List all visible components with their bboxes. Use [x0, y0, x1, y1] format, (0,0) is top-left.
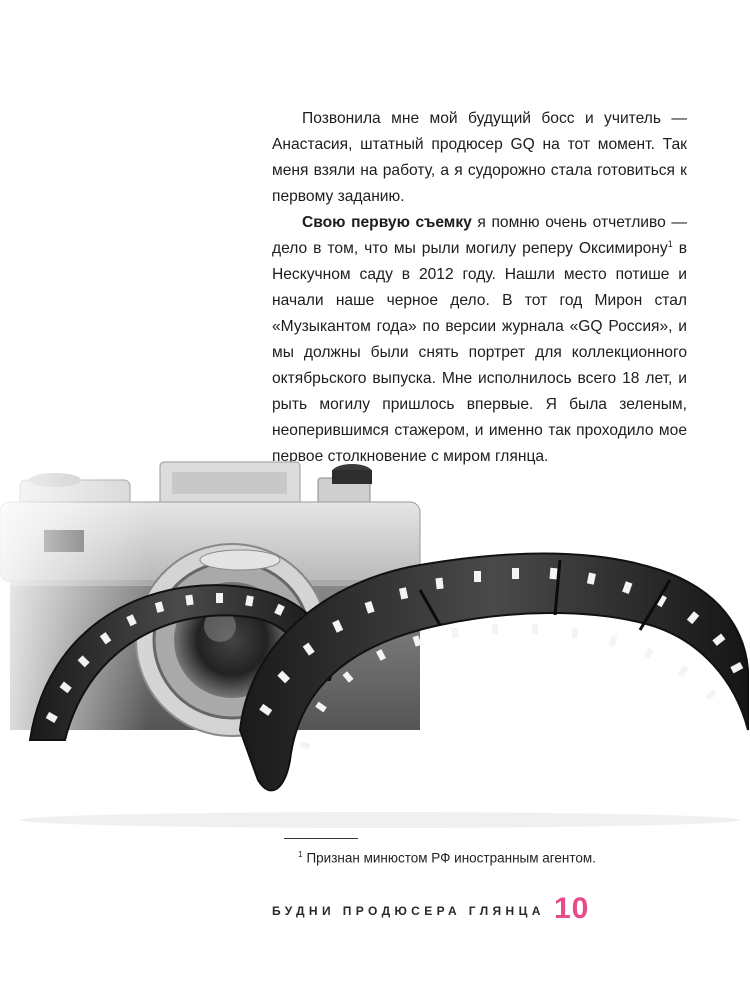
page-number: 10 [554, 892, 590, 925]
paragraph-2 [272, 210, 687, 470]
paragraph-2-text-b: в Нескучном саду в 2012 году. Нашли место потише и начали наше черное дело. В тот год Мирон стал «Музыкантом года» по версии журнала «GQ Россия», и мы должны были снять портрет для коллекционного октябрьского выпуска. Мне исполнилось всего 18 лет, и рыть могилу пришлось впервые. Я была зеленым, неоперившимся стажером, и именно так проходило мое [272, 240, 687, 439]
paragraph-2-text-a: я помню очень отчетливо — дело в том, что мы рыли могилу реперу Оксимирону [272, 214, 687, 257]
paragraph-1: Позвонила мне мой будущий босс и учитель — Анастасия, штатный продюсер GQ на тот момент. Так меня взяли на работу, а я судорожно стала готовиться к первому заданию. [272, 110, 687, 205]
main-text [272, 106, 687, 470]
footnote [298, 846, 738, 868]
footnote-divider [284, 838, 358, 839]
running-title: БУДНИ ПРОДЮСЕРА ГЛЯНЦА [272, 904, 545, 918]
footnote-mark: 1 [298, 850, 303, 859]
camera-with-film-strip-icon [0, 440, 750, 840]
paragraph-2-bold-lead: Свою первую съемку [302, 214, 472, 231]
footnote-reference: 1 [667, 238, 673, 249]
footnote-text: Признан минюстом РФ иностранным агентом. [306, 850, 596, 866]
